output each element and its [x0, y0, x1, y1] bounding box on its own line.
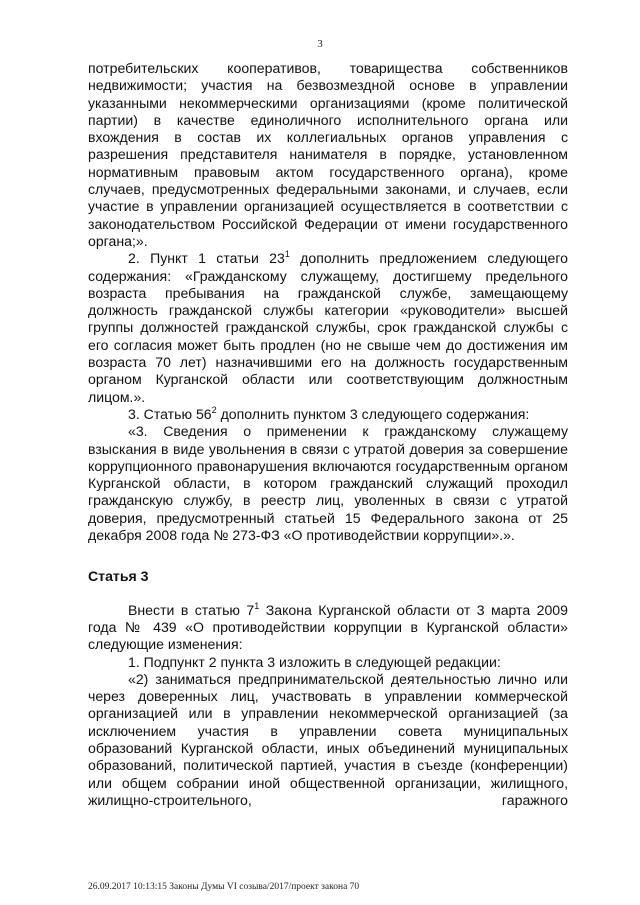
paragraph-article-3-intro	[88, 602, 568, 654]
superscript: 1	[284, 249, 290, 260]
paragraph-item-2-lead: 2. Пункт 1 статьи 23	[128, 250, 285, 267]
document-footer: 26.09.2017 10:13:15 Законы Думы VI созыва/2017/проект закона 70	[88, 882, 360, 892]
paragraph-item-3-body: дополнить пунктом 3 следующего содержания:	[216, 405, 530, 422]
document-body	[88, 60, 568, 809]
paragraph-subitem-1: 1. Подпункт 2 пункта 3 изложить в следующей редакции:	[128, 653, 501, 670]
paragraph-item-2-body: дополнить предложением следующего содержания: «Гражданскому служащему, достигшему предельного возраста пребывания на гражданской службе, замещающему должность гражданской службы категории «руководители» высшей группы должностей гражданской службы, срок гражданской службы с его согласия может быть продлен (но не свыше чем до достижения им возраста 70 лет) назначившими его на должность государственным органом Курганской области или соответствующим должностным лицом.».	[88, 250, 568, 405]
paragraph-item-3	[88, 406, 568, 423]
paragraph-article-3-lead: Внести в статью 7	[128, 601, 255, 618]
superscript: 2	[211, 404, 217, 415]
superscript: 1	[254, 600, 260, 611]
paragraph-quoted-subpoint-2: «2) заниматься предпринимательской деятельностью лично или через доверенных лиц, участвовать в управлении коммерческой организацией или в управлении некоммерческой организацией (за исключением участия в управлении совета муниципальных образований Курганской области, иных объединений муниципальных образований, политической партией, участия в съезде (конференции) или общем собрании иной общественной организации, жилищного, жилищно-строительного, гаражного	[88, 670, 568, 808]
page-number: 3	[317, 38, 323, 50]
paragraph-continuation: потребительских кооперативов, товарищества собственников недвижимости; участия на безвозмездной основе в управлении указанными некоммерческими организациями (кроме политической партии) в качестве единоличного исполнительного органа или вхождения в состав их коллегиальных органов управления с разрешения представителя нанимателя в порядке, установленном нормативным правовым актом государственного органа), кроме случаев, предусмотренных федеральными законами, и случаев, если участие в управлении организацией осуществляется в соответствии с законодательством Российской Федерации от имени государственного органа;».	[88, 60, 568, 249]
paragraph-item-2	[88, 250, 568, 406]
paragraph-item-3-lead: 3. Статью 56	[128, 405, 212, 422]
paragraph-quoted-point-3: «3. Сведения о применении к гражданскому служащему взыскания в виде увольнения в связи с утратой доверия за совершение коррупционного правонарушения включаются государственным органом Курганской области, в котором гражданский служащий проходил гражданскую службу, в реестр лиц, уволенных в связи с утратой доверия, предусмотренный статьей 15 Федерального закона от 25 декабря 2008 года № 273-ФЗ «О противодействии коррупции».».	[88, 423, 568, 544]
paragraph-article-3-body: Закона Курганской области от 3 марта 2009 года № 439 «О противодействии коррупции в Курганской области» следующие изменения:	[88, 601, 568, 653]
article-heading: Статья 3	[88, 568, 149, 585]
